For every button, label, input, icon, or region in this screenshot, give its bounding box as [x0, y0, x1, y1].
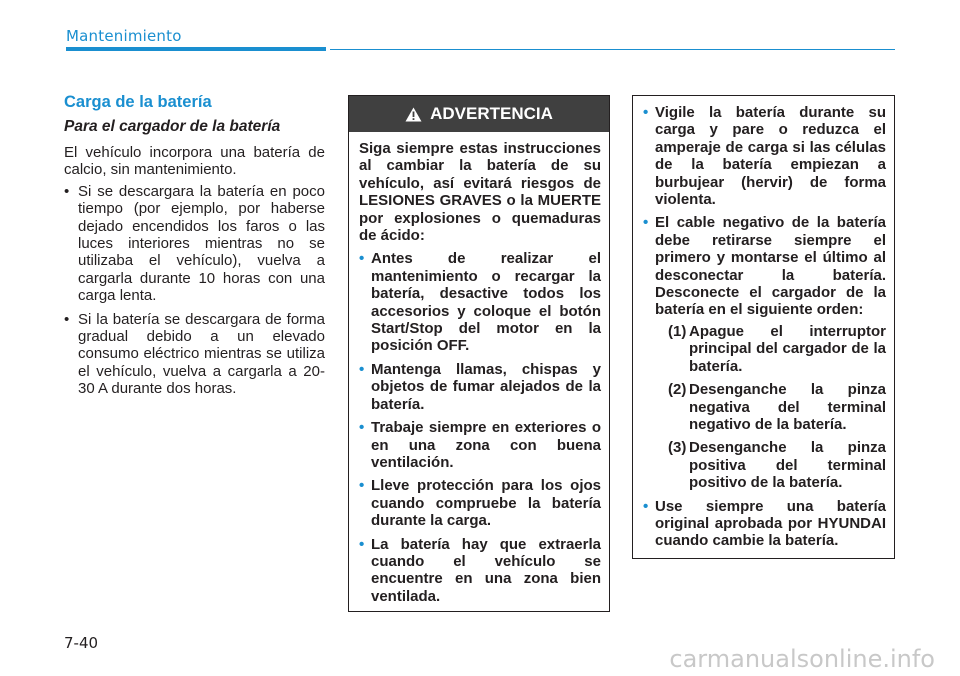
warning-box — [348, 95, 610, 612]
section-title: Mantenimiento — [66, 27, 182, 45]
left-column — [64, 93, 325, 404]
continuation-bullet-list — [643, 104, 886, 550]
bullet-text: Si se descargara la batería en poco tiempo (por ejemplo, por haberse dejado encendidos los faros o las luces interiores mientras no se utilizaba el vehículo), vuelva a cargarla durante 10 horas con una carga lenta. — [78, 182, 325, 305]
list-item — [64, 183, 325, 305]
left-bullet-list — [64, 183, 325, 398]
bullet-dot: • — [643, 104, 649, 121]
bullet-text: Lleve protección para los ojos cuando compruebe la batería durante la carga. — [371, 477, 601, 530]
bullet-dot: • — [359, 250, 365, 268]
list-item — [359, 361, 601, 413]
header-rule-thin — [330, 49, 895, 50]
warning-bullet-list — [359, 250, 601, 605]
warning-intro: Siga siempre estas instrucciones al cambiar la batería de su vehículo, así evitará riesgos de LESIONES GRAVES o la MUERTE por explosiones o quemaduras de ácido: — [359, 140, 601, 245]
bullet-dot: • — [359, 477, 365, 495]
warning-triangle-icon — [405, 107, 422, 122]
bullet-dot: • — [359, 535, 365, 553]
step-item — [655, 439, 886, 491]
list-item — [643, 498, 886, 550]
bullet-text: Antes de realizar el mantenimiento o recargar la batería, desactive todos los accesorios y coloque el botón Start/Stop del motor en la posición OFF. — [371, 250, 601, 355]
step-item — [655, 381, 886, 433]
bullet-text: Use siempre una batería original aprobada por HYUNDAI cuando cambie la batería. — [655, 497, 886, 550]
disconnect-steps-list — [655, 323, 886, 492]
warning-body — [349, 132, 609, 605]
warning-title: ADVERTENCIA — [430, 104, 553, 123]
step-number: (3) — [668, 439, 687, 457]
step-item — [655, 323, 886, 375]
list-item — [359, 477, 601, 529]
bullet-text: Vigile la batería durante su carga y pare o reduzca el amperaje de carga si las células de la batería empiezan a burbujear (hervir) de forma violenta. — [655, 104, 886, 209]
header-rule-thick — [66, 47, 326, 51]
bullet-text: La batería hay que extraerla cuando el vehículo se encuentre en una zona bien ventilada. — [371, 535, 601, 605]
bullet-text: Trabaje siempre en exteriores o en una zona con buena ventilación. — [371, 419, 601, 471]
list-item — [359, 536, 601, 606]
warning-header — [349, 96, 609, 132]
list-item — [643, 214, 886, 491]
watermark: carmanualsonline.info — [669, 645, 935, 673]
bullet-text: El cable negativo de la batería debe retirarse siempre el primero y montarse el último al desconectar la batería. Desconecte el cargador de la batería en el siguiente orden: — [655, 214, 886, 319]
list-item — [359, 250, 601, 354]
list-item — [359, 419, 601, 471]
continuation-body — [633, 96, 894, 550]
step-text: Desenganche la pinza positiva del terminal positivo de la batería. — [689, 439, 886, 492]
bullet-dot: • — [643, 497, 649, 515]
bullet-dot: • — [643, 214, 649, 232]
bullet-text: Mantenga llamas, chispas y objetos de fumar alejados de la batería. — [371, 360, 601, 413]
bullet-dot: • — [64, 182, 70, 200]
bullet-dot: • — [359, 360, 365, 378]
bullet-dot: • — [359, 419, 365, 437]
list-item — [643, 104, 886, 208]
step-number: (1) — [668, 322, 687, 340]
warning-continuation-box — [632, 95, 895, 559]
list-item — [64, 311, 325, 398]
step-number: (2) — [668, 381, 687, 399]
subheading: Para el cargador de la batería — [64, 118, 281, 135]
page-number: 7-40 — [64, 634, 99, 652]
bullet-dot: • — [64, 310, 70, 328]
step-text: Desenganche la pinza negativa del terminal negativo de la batería. — [689, 381, 886, 433]
bullet-text: Si la batería se descargara de forma gradual debido a un elevado consumo eléctrico mientras se utiliza el vehículo, vuelva a cargarla a 20-30 A durante dos horas. — [78, 310, 325, 398]
step-text: Apague el interruptor principal del cargador de la batería. — [689, 322, 886, 375]
page-heading: Carga de la batería — [64, 93, 212, 111]
intro-paragraph: El vehículo incorpora una batería de calcio, sin mantenimiento. — [64, 144, 325, 179]
